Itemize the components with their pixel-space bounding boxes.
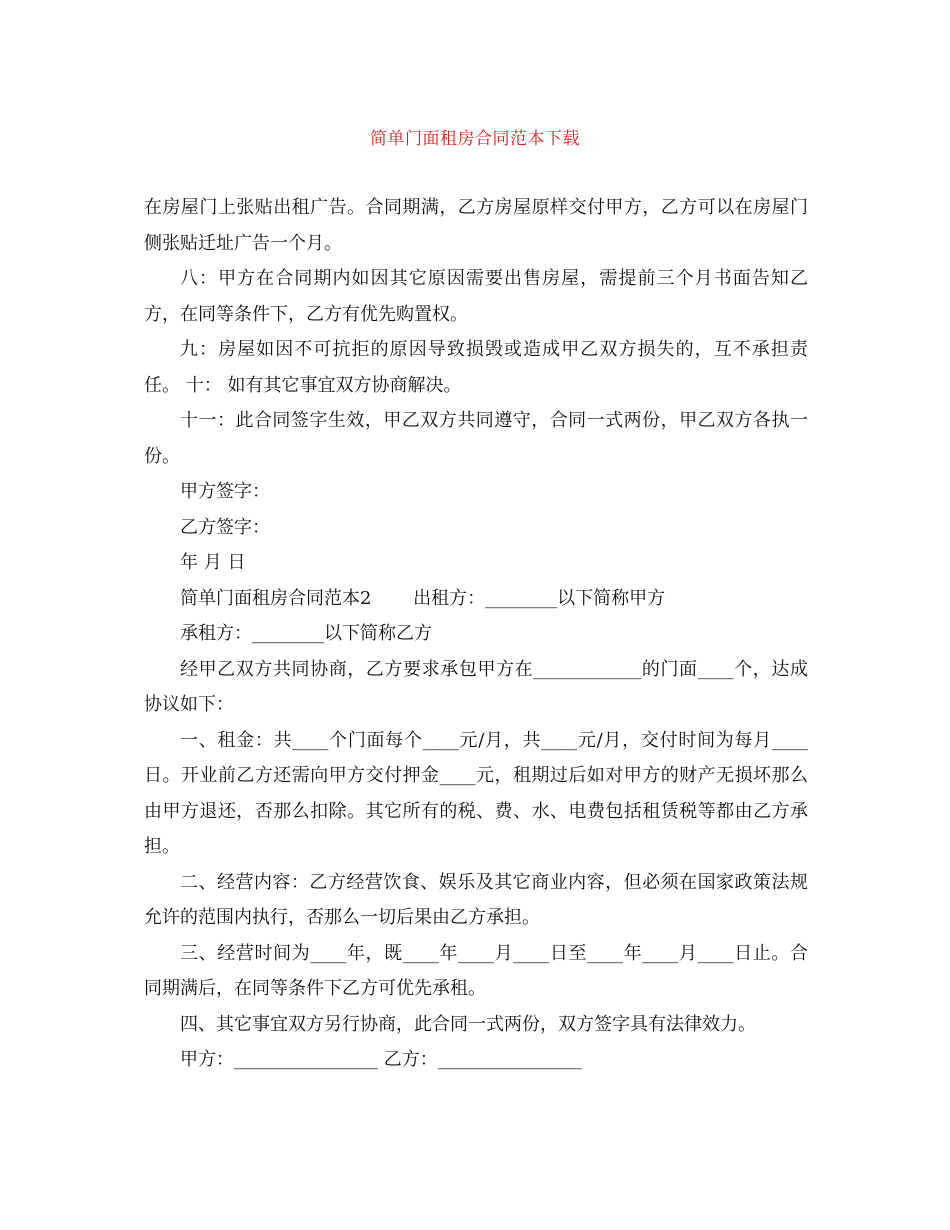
document-title: 简单门面租房合同范本下载: [370, 129, 580, 149]
paragraph-continuation: 在房屋门上张贴出租广告。合同期满，乙方房屋原样交付甲方，乙方可以在房屋门侧张贴迁址广告一个月。: [144, 197, 808, 254]
clause-11: 十一：此合同签字生效，甲乙双方共同遵守，合同一式两份，甲乙双方各执一份。: [144, 410, 808, 467]
clause-rent: 一、租金：共____个门面每个____元/月，共____元/月，交付时间为每月____日。开业前乙方还需向甲方交付押金____元，租期过后如对甲方的财产无损坏那么由甲方退还，否那么扣除。其它所有的税、费、水、电费包括租赁税等都由乙方承担。: [144, 729, 808, 857]
agreement-intro: 经甲乙双方共同协商，乙方要求承包甲方在____________的门面____个，达成协议如下：: [144, 658, 808, 715]
clause-other-matters: 四、其它事宜双方另行协商，此合同一式两份，双方签字具有法律效力。: [180, 1013, 756, 1035]
signature-blanks: 甲方：________________ 乙方：________________: [180, 1049, 582, 1070]
clause-8: 八：甲方在合同期内如因其它原因需要出售房屋，需提前三个月书面告知乙方，在同等条件下，乙方有优先购置权。: [144, 268, 808, 325]
lessee-line: 承租方：________以下简称乙方: [180, 623, 432, 644]
clause-business-period: 三、经营时间为____年，既____年____月____日至____年____月____日止。合同期满后，在同等条件下乙方可优先承租。: [144, 942, 808, 999]
document-body: [144, 190, 808, 1078]
clause-9-10: 九：房屋如因不可抗拒的原因导致损毁或造成甲乙双方损失的，互不承担责任。 十： 如有其它事宜双方协商解决。: [144, 339, 808, 396]
clause-business-scope: 二、经营内容：乙方经营饮食、娱乐及其它商业内容，但必须在国家政策法规允许的范围内执行，否那么一切后果由乙方承担。: [144, 871, 808, 928]
contract-2-heading-lessor: 简单门面租房合同范本2 出租方：________以下简称甲方: [180, 587, 666, 609]
date-line: 年 月 日: [180, 552, 246, 573]
party-b-signature-line: 乙方签字：: [180, 516, 270, 538]
party-a-signature-line: 甲方签字：: [180, 481, 270, 502]
